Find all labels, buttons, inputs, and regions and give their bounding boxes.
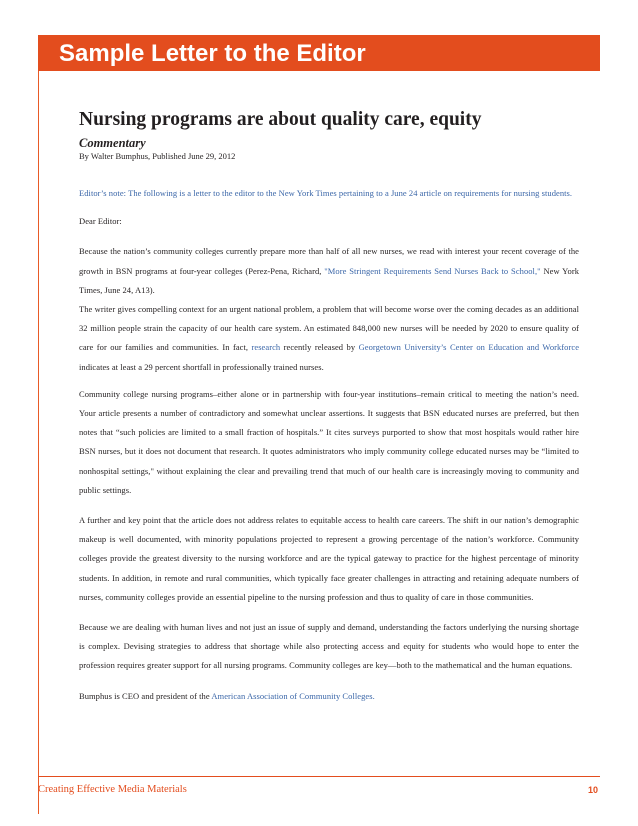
page-number: 10 bbox=[587, 785, 598, 795]
aacc-link[interactable]: American Association of Community Colleges. bbox=[211, 690, 375, 701]
paragraph-1-text-b: New York Times, June 24, A13). bbox=[79, 265, 579, 295]
signature-text: Bumphus is CEO and president of the bbox=[79, 690, 212, 701]
paragraph-2-text-a: The writer gives compelling context for an urgent national problem, a problem that will become worse over the coming decades as an additional 32 million people strain the capacity of our health care system. An estimated 848,000 new nurses will be needed by 2020 to ensure quality of care for our families and communities. In fact, bbox=[79, 304, 579, 353]
article bbox=[79, 108, 579, 706]
georgetown-link[interactable]: Georgetown University’s Center on Education and Workforce bbox=[358, 342, 580, 353]
paragraph-1-text-a: Because the nation’s community colleges currently prepare more than half of all new nurses, we read with interest your recent coverage of the growth in BSN programs at four-year colleges (Perez-Pena, Richard, bbox=[79, 246, 579, 276]
paragraph-5: Because we are dealing with human lives and not just an issue of supply and demand, understanding the factors underlying the nursing shortage is complex. Devising strategies to address that shortage while also protecting access and equity for students who would hope to enter the profession requires greater support for all nursing programs. Community colleges are key—both to the mathematical and the human equations. bbox=[79, 622, 579, 671]
article-headline: Nursing programs are about quality care, equity bbox=[79, 109, 482, 130]
research-link[interactable]: research bbox=[251, 342, 281, 353]
paragraph-3: Community college nursing programs–either alone or in partnership with four-year institutions–remain critical to meeting the nation’s need. Your article presents a number of contradictory and somewhat unclear assertions. It suggests that BSN educated nurses are preferred, but then notes that “such policies are limited to a small fraction of hospitals.” It cites surveys purported to show that most hospitals would rather hire BSN nurses, but it does not document that research. It quotes administrators who imply community college educated nurses may be “limited to nonhospital settings," without explaining the clear and prevailing trend that much of our health care is increasingly moving to community and public settings. bbox=[79, 388, 579, 495]
paragraph-2-text-c: indicates at least a 29 percent shortfall in professionally trained nurses. bbox=[79, 361, 324, 372]
paragraph-2-text-b: recently released by bbox=[280, 342, 359, 353]
article-kicker: Commentary bbox=[79, 136, 146, 150]
article-byline: By Walter Bumphus, Published June 29, 2012 bbox=[79, 151, 236, 161]
footer-title: Creating Effective Media Materials bbox=[38, 784, 187, 795]
salutation: Dear Editor: bbox=[79, 216, 122, 227]
nyt-article-link[interactable]: "More Stringent Requirements Send Nurses Back to School," bbox=[324, 265, 541, 276]
paragraph-2 bbox=[79, 300, 579, 377]
footer-rule bbox=[38, 776, 600, 777]
page-title: Sample Letter to the Editor bbox=[59, 40, 366, 67]
title-banner bbox=[38, 35, 600, 71]
editor-note: Editor’s note: The following is a letter to the editor to the New York Times pertaining to a June 24 article on requirements for nursing students. bbox=[79, 188, 573, 198]
paragraph-1 bbox=[79, 242, 579, 300]
signature bbox=[79, 687, 579, 706]
paragraph-4: A further and key point that the article does not address relates to equitable access to health care careers. The shift in our nation’s demographic makeup is well documented, with minority populations projected to represent a growing percentage of the nation’s workforce. Community colleges provide the greatest diversity to the nursing workforce and are the typical gateway to practice for the highest percentage of minority students. In addition, in remote and rural communities, which typically face greater challenges in attracting and retaining adequate numbers of nurses, community colleges provide an essential pipeline to the nursing profession and thus to quality of care in those communities. bbox=[79, 515, 579, 602]
